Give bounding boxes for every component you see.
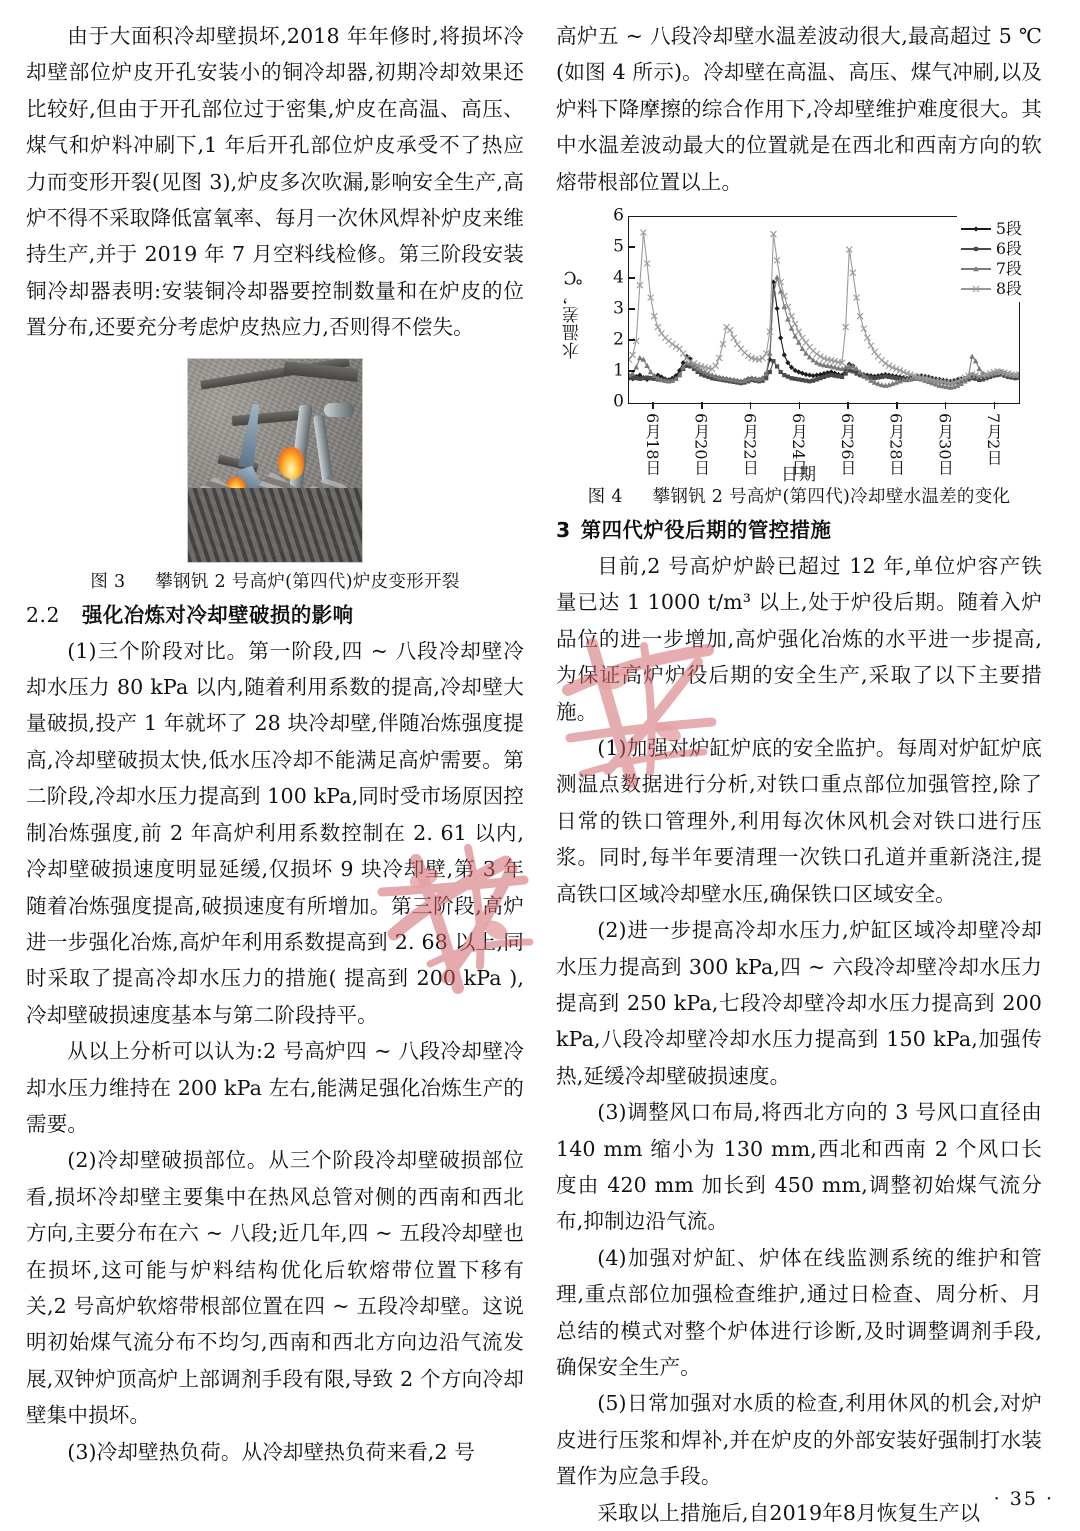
chart-x-tick-mark (847, 402, 848, 409)
chart-y-tick-label: 3 (613, 298, 624, 319)
chart-y-tick-mark (628, 370, 635, 371)
chart-legend-label: 7段 (995, 259, 1022, 279)
paragraph-right-2: 目前,2 号高炉炉龄已超过 12 年,单位炉容产铁量已达 1 1000 t/m³ 以上,处于炉役后期。随着入炉品位的进一步增加,高炉强化冶炼的水平进一步提高,为保证高炉炉役后期的安全生产,采取了以下主要措施。 (556, 554, 1042, 724)
chart-x-tick-label: 6月24日 (789, 413, 809, 476)
chart-legend-item (961, 279, 1022, 299)
chart-legend-item (961, 259, 1022, 279)
chart-x-tick-label: 6月30日 (935, 413, 955, 476)
chart-legend-swatch (961, 262, 991, 276)
section-2-2-number: 2.2 (26, 602, 60, 627)
figure-4-label: 图 4 (587, 487, 623, 508)
chart-x-tick-mark (994, 402, 995, 409)
figure-3-caption-text: 攀钢钒 2 号高炉(第四代)炉皮变形开裂 (155, 571, 460, 592)
chart-x-tick-mark (896, 402, 897, 409)
paragraph-left-3: 从以上分析可以认为:2 号高炉四 ~ 八段冷却壁冷却水压力维持在 200 kPa 左右,能满足强化冶炼生产的需要。 (26, 1039, 524, 1136)
chart-x-tick-label: 6月26日 (837, 413, 857, 476)
chart-x-tick-mark (750, 402, 751, 409)
chart-y-tick-label: 6 (613, 205, 624, 226)
paragraph-right-8: 采取以上措施后,自2019年8月恢复生产以 (597, 1500, 981, 1525)
flame-upper (278, 447, 304, 479)
section-3-title: 第四代炉役后期的管控措施 (580, 518, 832, 543)
chart-legend-label: 6段 (995, 239, 1022, 259)
chart-y-tick-mark (628, 246, 635, 247)
chart-legend-label: 5段 (995, 219, 1022, 239)
paragraph-left-4: (2)冷却壁破损部位。从三个阶段冷却壁破损部位看,损坏冷却壁主要集中在热风总管对侧的西南和西北方向,主要分布在六 ~ 八段;近几年,四 ~ 五段冷却壁也在损坏,这可能与炉料结构优化后软熔带位置下移有关,2 号高炉软熔带根部位置在四 ~ 五段冷却壁。这说明初始煤气流分布不均匀,西南和西北方向边沿气流发展,双钟炉顶高炉上部调剂手段有限,导致 2 个方向冷却壁集中损坏。 (26, 1148, 524, 1428)
chart-x-tick-mark (652, 402, 653, 409)
chart-x-axis-label: 日期 (781, 465, 817, 486)
figure-4-container (556, 205, 1042, 486)
paragraph-right-5: (3)调整风口布局,将西北方向的 3 号风口直径由 140 mm 缩小为 130 mm,西北和西南 2 个风口长度由 420 mm 加长到 450 mm,调整初始煤气流分布,抑制边沿气流。 (556, 1100, 1042, 1234)
paragraph-right-1: 高炉五 ~ 八段冷却壁水温差波动很大,最高超过 5 ℃(如图 4 所示)。冷却壁在高温、高压、煤气冲刷,以及炉料下降摩擦的综合作用下,冷却壁维护难度很大。其中水温差波动最大的位置就是在西北和西南方向的软熔带根部位置以上。 (556, 24, 1042, 194)
chart-y-tick-label: 2 (613, 329, 624, 350)
figure-3-container (26, 358, 524, 563)
chart-legend-swatch (961, 222, 991, 236)
page-number: · 35 · (993, 1488, 1054, 1510)
chart-y-tick-label: 0 (613, 391, 624, 412)
chart-legend-swatch (961, 282, 991, 296)
left-column (26, 18, 534, 1512)
figure-4-caption-text: 攀钢钒 2 号高炉(第四代)冷却壁水温差的变化 (652, 487, 1011, 508)
photo-dark-foreground (188, 488, 362, 562)
chart-x-tick-label: 6月28日 (886, 413, 906, 476)
chart-y-tick-mark (628, 277, 635, 278)
chart-x-tick-mark (945, 402, 946, 409)
paragraph-right-7: (5)日常加强对水质的检查,利用休风的机会,对炉皮进行压浆和焊补,并在炉皮的外部安装好强制打水装置作为应急手段。 (556, 1391, 1042, 1489)
chart-y-tick-label: 1 (613, 360, 624, 381)
paragraph-right-3: (1)加强对炉缸炉底的安全监护。每周对炉缸炉底测温点数据进行分析,对铁口重点部位加强管控,除了日常的铁口管理外,利用每次休风机会对铁口进行压浆。同时,每半年要清理一次铁口孔道并重新浇注,提高铁口区域冷却壁水压,确保铁口区域安全。 (556, 736, 1042, 906)
water-temp-difference-chart (562, 205, 1036, 486)
chart-x-tick-label: 6月18日 (642, 413, 662, 476)
chart-y-tick-mark (628, 308, 635, 309)
paragraph-left-2: (1)三个阶段对比。第一阶段,四 ~ 八段冷却壁冷却水压力 80 kPa 以内,随着利用系数的提高,冷却壁大量破损,投产 1 年就坏了 28 块冷却壁,伴随冶炼强度提高,冷却壁破损太快,低水压冷却不能满足高炉需要。第二阶段,冷却水压力提高到 100 kPa,同时受市场原因控制冶炼强度,前 2 年高炉利用系数控制在 2. 61 以内,冷却壁破损速度明显延缓,仅损坏 9 块冷却壁,第 3 年随着冶炼强度提高,破损速度有所增加。第三阶段,高炉进一步强化冶炼,高炉年利用系数提高到 2. 68 以上,同时采取了提高冷却水压力的措施( 提高到 200 kPa ),冷却壁破损速度基本与第二阶段持平。 (26, 638, 524, 1027)
paragraph-left-1: 由于大面积冷却壁损坏,2018 年年修时,将损坏冷却壁部位炉皮开孔安装小的铜冷却器,初期冷却效果还比较好,但由于开孔部位过于密集,炉皮在高温、高压、煤气和炉料冲刷下,1 年后开孔部位炉皮承受不了热应力而变形开裂(见图 3),炉皮多次吹漏,影响安全生产,高炉不得不采取降低富氧率、每月一次休风焊补炉皮来维持生产,并于 2019 年 7 月空料线检修。第三阶段安装铜冷却器表明:安装铜冷却器要控制数量和在炉皮的位置分布,还要充分考虑炉皮热应力,否则得不偿失。 (26, 24, 524, 340)
chart-x-tick-label: 6月22日 (740, 413, 760, 476)
chart-x-tick-label: 6月20日 (691, 413, 711, 476)
chart-legend (957, 216, 1030, 302)
chart-y-tick-label: 4 (613, 267, 624, 288)
furnace-shell-photo (187, 358, 363, 563)
figure-4-caption (556, 484, 1042, 510)
chart-y-tick-mark (628, 339, 635, 340)
pipe-stub-right (324, 403, 354, 417)
section-heading-3 (556, 514, 1042, 546)
section-heading-2-2 (26, 599, 524, 631)
chart-x-tick-mark (701, 402, 702, 409)
chart-legend-item (961, 239, 1022, 259)
chart-legend-item (961, 219, 1022, 239)
chart-x-tick-label: 7月2日 (984, 413, 1004, 466)
section-3-number: 3 (556, 518, 571, 543)
chart-y-axis-label: 水温差，℃ (563, 266, 583, 360)
chart-y-tick-label: 5 (613, 236, 624, 257)
paragraph-right-6: (4)加强对炉缸、炉体在线监测系统的维护和管理,重点部位加强检查维护,通过日检查、周分析、月总结的模式对整个炉体进行诊断,及时调整调剂手段,确保安全生产。 (556, 1245, 1042, 1379)
figure-3-label: 图 3 (90, 571, 126, 592)
paragraph-right-4: (2)进一步提高冷却水压力,炉缸区域冷却壁冷却水压力提高到 300 kPa,四 ~ 六段冷却壁冷却水压力提高到 250 kPa,七段冷却壁冷却水压力提高到 200 kPa,八段冷却壁冷却水压力提高到 150 kPa,加强传热,延缓冷却壁破损速度。 (556, 918, 1042, 1088)
chart-legend-swatch (961, 242, 991, 256)
chart-x-tick-mark (799, 402, 800, 409)
section-2-2-title: 强化冶炼对冷却壁破损的影响 (81, 602, 354, 627)
paragraph-left-5: (3)冷却壁热负荷。从冷却壁热负荷来看,2 号 (67, 1439, 475, 1464)
right-column (534, 18, 1042, 1525)
figure-3-caption (26, 569, 524, 595)
chart-legend-label: 8段 (995, 279, 1022, 299)
